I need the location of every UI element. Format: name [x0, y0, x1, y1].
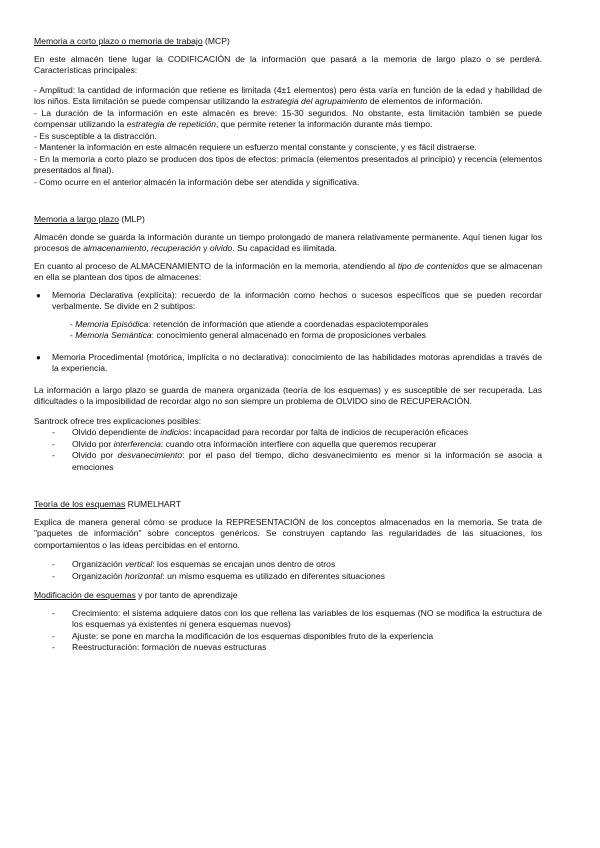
- esquemas-heading: [34, 499, 542, 511]
- list-item-horizontal: - Organización horizontal: un mismo esquema es utilizado en diferentes situaciones: [52, 570, 385, 581]
- bullet-icon: ●: [36, 290, 41, 300]
- list-item-procedimental: ● Memoria Procedimental (motórica, implícita o no declarativa): conocimiento de las habilidades motoras aprendidas a través de la experiencia.: [36, 351, 542, 373]
- subtype-episodica: - Memoria Episódica: retención de información que atiende a coordenadas espaciotemporales: [70, 318, 429, 329]
- mlp-heading: [34, 214, 542, 226]
- list-item-crecimiento: - Crecimiento: el sistema adquiere datos con los que rellena las variables de los esquemas (NO se modifica la estructura de los esquemas ya existentes ni genera esquemas nuevos): [52, 607, 542, 629]
- list-item-ajuste: - Ajuste: se pone en marcha la modificación de los esquemas disponibles fruto de la experiencia: [52, 630, 434, 641]
- mcp-heading-abbr: (MCP): [202, 36, 230, 46]
- list-item-indicios: - Olvido dependiente de indicios: incapacidad para recordar por falta de indicios de recuperación eficaces: [52, 427, 469, 437]
- olvido-list: [34, 427, 542, 473]
- list-item-desvanecimiento: - Olvido por desvanecimiento: por el paso del tiempo, dicho desvanecimiento es menor si la información se asocia a emociones: [52, 450, 542, 472]
- list-item-declarativa: ● Memoria Declarativa (explícita): recuerdo de la información como hechos o sucesos específicos que se pueden recordar verbalmente. Se divide en 2 subtipos:: [36, 289, 542, 311]
- mcp-item-duracion: - La duración de la información en este almacén es breve: 15-30 segundos. No obstante, esta limitación también se puede compensar utilizando la estrategia de repetición, que permite retener la información durante más tiempo.: [34, 107, 542, 129]
- section-spacer: [34, 473, 542, 499]
- esquemas-heading-author: RUMELHART: [125, 499, 181, 509]
- mlp-organizacion: La información a largo plazo se guarda de manera organizada (teoría de los esquemas) y es susceptible de ser recuperada. Las dificultades o la imposibilidad de recordar algo no son siempre un problema de OLVIDO sino de RECUPERACIÓN.: [34, 384, 542, 406]
- esquemas-definition: Explica de manera general cómo se produce la REPRESENTACIÓN de los conceptos almacenados en la memoria. Se trata de "paquetes de información" sobre conceptos genéricos. Se construyen captando las regularidades de las situaciones, los comportamientos o las ideas percibidas en el entorno.: [34, 516, 542, 550]
- mcp-heading: [34, 36, 542, 48]
- mlp-heading-abbr: (MLP): [119, 214, 145, 224]
- modificacion-list: [34, 608, 542, 654]
- declarativa-subtypes: [70, 319, 542, 342]
- list-item-interferencia: - Olvido por interferencia: cuando otra información interfiere con aquella que queremos recuperar: [52, 438, 437, 449]
- mcp-intro: En este almacén tiene lugar la CODIFICACIÓN de la información que pasará a la memoria de largo plazo o se perderá. Características principales:: [34, 53, 542, 75]
- mlp-definition: Almacén donde se guarda la información durante un tiempo prolongado de manera relativamente permanente. Aquí tienen lugar los procesos de almacenamiento, recuperación y olvido. Su capacidad es ilimitada.: [34, 231, 542, 253]
- modificacion-heading-title: Modificación de esquemas: [34, 590, 136, 600]
- mcp-item-atendida: - Como ocurre en el anterior almacén la información debe ser atendida y significativa.: [34, 176, 360, 187]
- mcp-item-esfuerzo: - Mantener la información en este almacén requiere un esfuerzo mental constante y consciente, y es fácil distraerse.: [34, 142, 477, 152]
- modificacion-heading: Modificación de esquemas y por tanto de aprendizaje: [34, 590, 238, 600]
- santrock-intro: Santrock ofrece tres explicaciones posibles:: [34, 415, 202, 426]
- mcp-item-distraccion: - Es susceptible a la distracción.: [34, 130, 157, 141]
- list-item-vertical: - Organización vertical: los esquemas se encajan unos dentro de otros: [52, 559, 336, 569]
- mcp-item-amplitud: - Amplitud: la cantidad de información que retiene es limitada (4±1 elementos) pero ésta varía en función de la edad y habilidad de los niños. Esta limitación se puede compensar utilizando la estrategia del agrupamiento de elementos de información.: [34, 84, 542, 106]
- mcp-item-efectos: - En la memoria a corto plazo se producen dos tipos de efectos: primacía (elementos presentados al principio) y recencia (elementos presentados al final).: [34, 153, 542, 175]
- mcp-heading-title: Memoria a corto plazo o memoria de trabajo: [34, 36, 203, 46]
- bullet-icon: ●: [36, 352, 41, 362]
- organizacion-list: [34, 559, 542, 582]
- list-item-reestructuracion: - Reestructuración: formación de nuevas estructuras: [52, 642, 267, 652]
- esquemas-heading-title: Teoría de los esquemas: [34, 499, 126, 509]
- subtype-semantica: - Memoria Semántica: conocimiento general almacenado en forma de proposiciones verbales: [70, 330, 426, 340]
- mlp-heading-title: Memoria a largo plazo: [34, 214, 120, 224]
- section-spacer: [34, 188, 542, 214]
- mlp-almacenamiento: En cuanto al proceso de ALMACENAMIENTO de la información en la memoria, atendiendo al tipo de contenidos que se almacenan en ella se plantean dos tipos de almacenes:: [34, 260, 542, 282]
- document-body: [34, 36, 542, 654]
